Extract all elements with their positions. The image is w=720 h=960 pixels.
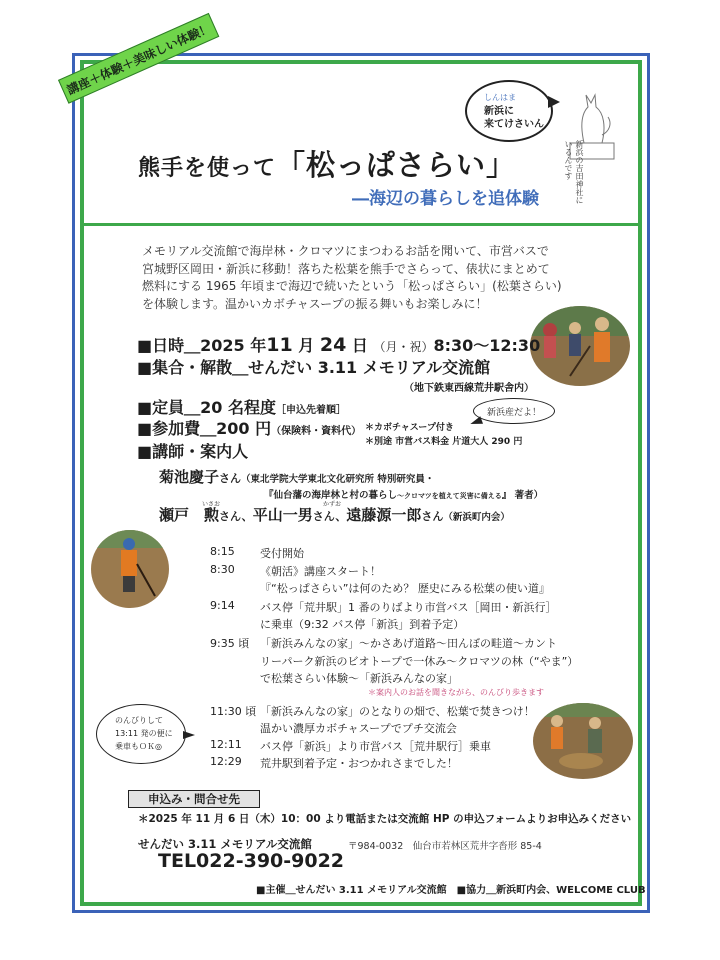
schedule-time: 9:35 頃 — [210, 637, 250, 650]
schedule-desc: リーパーク新浜のビオトープで一休み〜クロマツの林（“やま”） — [260, 655, 579, 668]
photo-group-raking — [530, 306, 630, 386]
schedule-time: 8:15 — [210, 545, 235, 558]
fee-extra-bus: ＊別途 市営バス料金 片道大人 290 円 — [365, 437, 523, 447]
event-date — [137, 333, 540, 356]
bubble-low-text: のんびりして 13:11 発の便に 乗車もＯＫ◎ — [115, 716, 173, 751]
instructor-guides — [159, 504, 510, 525]
schedule-desc: 「新浜みんなの家」〜かさあげ道路〜田んぼの畦道〜カント — [260, 637, 557, 650]
book-title-a: 『仙台藩の海岸林と村の暮らし — [264, 490, 398, 501]
event-place: ■集合・解散＿せんだい 3.11 メモリアル交流館 — [137, 358, 491, 377]
bubble-ruby: しんはま — [484, 93, 516, 102]
schedule-time: 12:29 — [210, 755, 242, 768]
page-title — [138, 143, 516, 184]
intro-text — [142, 243, 622, 313]
instructor-heading: ■講師・案内人 — [137, 442, 249, 461]
capacity-note: ［申込先着順］ — [275, 405, 346, 416]
speech-bubble-mid: 新浜産だよ！ — [473, 398, 555, 424]
fee-extra-soup: ＊カボチャスープ付き — [365, 423, 454, 433]
date-mid: 月 — [292, 336, 320, 355]
book-title-b: 〜クロマツを植えて災害に備える — [397, 492, 502, 500]
instructor-kikuchi — [159, 466, 434, 487]
tag-label: 講座＋体験＋美味しい体験！ — [58, 13, 219, 104]
schedule-desc: 「新浜みんなの家」のとなりの畑で、松葉で焚きつけ！ — [260, 705, 535, 718]
schedule-desc: 『“松っぱさらい”は何のため？ 歴史にみる松葉の使い道』 — [260, 582, 550, 595]
fee-text: ■参加費＿200 円 — [137, 419, 272, 438]
event-capacity — [137, 395, 346, 418]
event-fee — [137, 416, 361, 439]
ruby-isao: いさお — [202, 501, 221, 508]
person-name: 瀬戸 勲 — [159, 506, 220, 524]
schedule-desc: で松葉さらい体験〜「新浜みんなの家」 — [260, 672, 458, 685]
capacity-text: ■定員＿20 名程度 — [137, 398, 276, 417]
photo-fire-bundle — [533, 703, 633, 779]
person-name: 遠藤源一郎 — [346, 506, 422, 524]
bubble-tail-icon — [548, 96, 560, 108]
intro-line: を体験します。温かいカボチャスープの振る舞いもお楽しみに！ — [142, 296, 488, 311]
person-affiliation: （新浜町内会） — [443, 512, 510, 523]
schedule-time: 12:11 — [210, 738, 242, 751]
schedule-desc: バス停「荒井駅」1 番のりばより市営バス［岡田・新浜行］ — [260, 601, 557, 614]
divider-line-left — [80, 223, 350, 226]
speech-bubble-low — [96, 704, 186, 764]
shrine-caption: 新浜の吉田神社にいるんです — [564, 140, 584, 204]
person-name: 平山一男 — [252, 506, 313, 524]
bubble-top-text: 新浜に 来てけさいん — [484, 106, 544, 130]
schedule-desc: 《朝活》講座スタート！ — [260, 565, 381, 578]
footer-credits: ■主催＿せんだい 3.11 メモリアル交流館 ■協力＿新浜町内会、WELCOME CLUB — [256, 885, 646, 896]
date-tail: 日 — [346, 336, 374, 355]
person-name: 菊池慶子 — [159, 468, 220, 486]
bubble-tail-icon — [183, 731, 195, 739]
person-honorific: さん、 — [312, 510, 347, 523]
person-honorific: さん — [219, 472, 242, 485]
title-main-text: 「松っぱさらい」 — [276, 148, 517, 182]
date-weekday: （月・祝） — [373, 340, 434, 354]
schedule-desc: に乗車（9:32 バス停「新浜」到着予定） — [260, 618, 465, 631]
intro-line: 宮城野区岡田・新浜に移動！落ちた松葉を熊手でさらって、俵状にまとめて — [142, 261, 550, 276]
apply-note: ＊2025 年 11 月 6 日（木）10：00 より電話または交流館 HP の申込フォームよりお申込みください — [138, 813, 632, 825]
schedule-time: 9:14 — [210, 599, 235, 612]
schedule-desc: 受付開始 — [260, 547, 304, 560]
date-label: ■日時＿2025 年 — [137, 336, 267, 355]
speech-bubble-top — [465, 80, 553, 142]
date-time: 8:30〜12:30 — [433, 336, 541, 355]
person-honorific: さん、 — [219, 510, 253, 523]
person-honorific: さん — [421, 510, 444, 523]
book-title-c: 』 著者） — [501, 490, 544, 501]
schedule-desc: バス停「新浜」より市営バス［荒井駅行］乗車 — [260, 740, 491, 753]
divider-line-right — [350, 223, 642, 226]
venue-address: 〒984-0032 仙台市若林区荒井字沓形 85-4 — [348, 841, 542, 852]
instructor-book — [264, 487, 543, 501]
photo-raking-person — [91, 530, 169, 608]
title-prefix: 熊手を使って — [138, 156, 277, 181]
person-affiliation: （東北学院大学東北文化研究所 特別研究員・ — [241, 474, 435, 485]
date-day: 24 — [319, 334, 347, 356]
date-month: 11 — [266, 334, 293, 356]
apply-heading: 申込み・問合せ先 — [128, 790, 260, 808]
schedule-note: ＊案内人のお話を聞きながら、のんびり歩きます — [368, 688, 544, 697]
schedule-desc: 荒井駅到着予定・おつかれさまでした！ — [260, 757, 458, 770]
page-subtitle: ―海辺の暮らしを追体験 — [352, 189, 539, 209]
schedule-time: 11:30 頃 — [210, 705, 257, 718]
schedule-time: 8:30 — [210, 563, 235, 576]
event-place-sub: （地下鉄東西線荒井駅舎内） — [404, 383, 534, 394]
phone-number: TEL022-390-9022 — [158, 850, 345, 872]
schedule-desc: 温かい濃厚カボチャスープでプチ交流会 — [260, 722, 457, 735]
intro-line: メモリアル交流館で海岸林・クロマツにまつわるお話を聞いて、市営バスで — [142, 244, 549, 258]
ruby-kazuo: かずお — [323, 501, 342, 508]
fee-note: （保険料・資料代） — [271, 426, 362, 437]
venue-name: せんだい 3.11 メモリアル交流館 — [138, 837, 312, 851]
intro-line: 燃料にする 1965 年頃まで海辺で続いたという「松っぱさらい」(松葉さらい) — [142, 279, 562, 293]
